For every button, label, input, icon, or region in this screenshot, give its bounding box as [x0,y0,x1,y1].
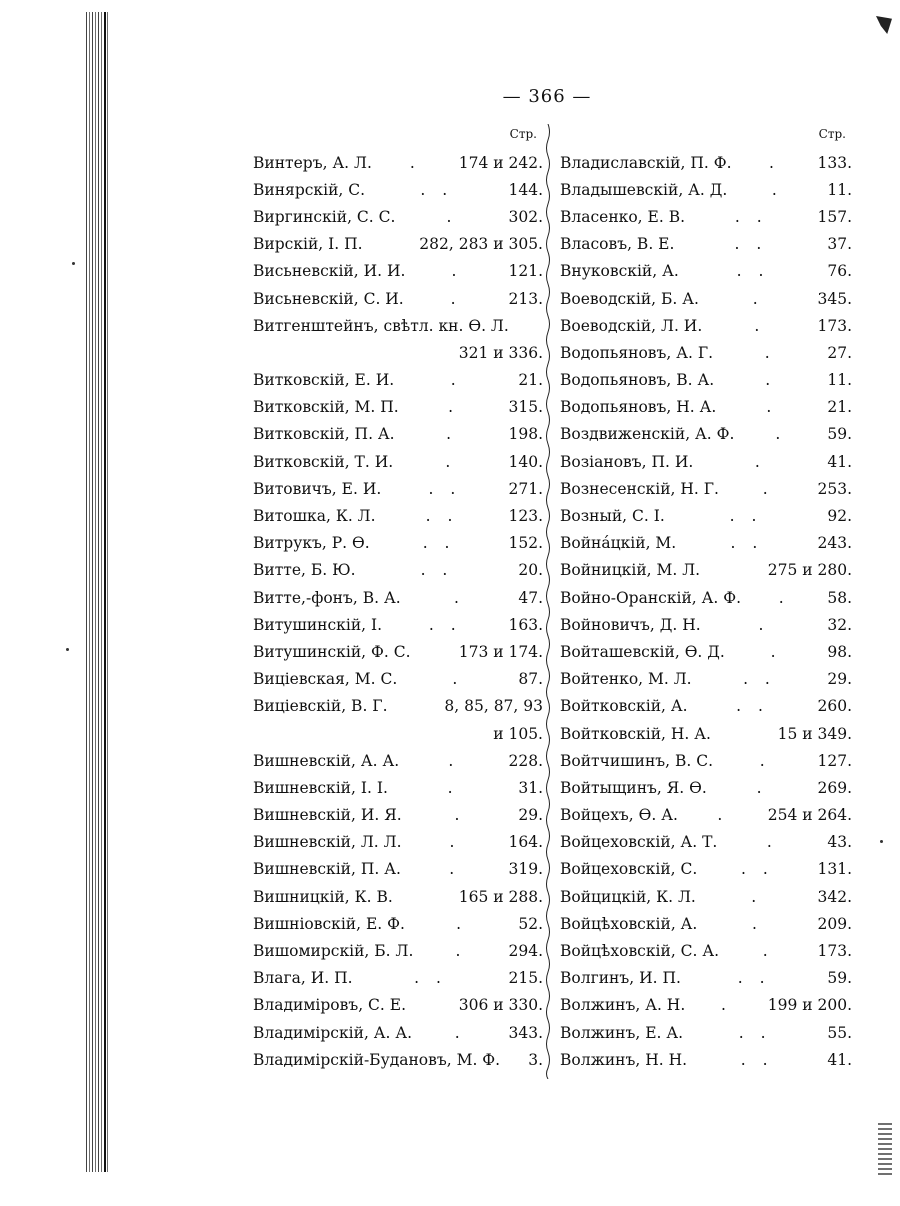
entry-page-refs: 20. [518,561,543,580]
index-entry [253,421,543,448]
index-entry [253,530,543,557]
entry-leader-dots: . . [737,969,771,988]
entry-page-refs: 37. [827,235,852,254]
entry-name: Волжинъ, А. Н. [560,996,686,1015]
entry-page-refs: 21. [827,398,852,417]
entry-page-refs: 41. [827,1050,852,1069]
entry-name: Вишневскій, І. І. [253,778,388,797]
entry-leader-dots: . [450,289,462,308]
entry-page-refs: 342. [817,887,852,906]
entry-leader-dots: . [751,914,763,933]
index-entry [560,394,852,421]
index-entry [560,448,852,475]
entry-page-refs: 306 и 330. [458,996,543,1015]
entry-page-refs: 58. [827,588,852,607]
entry-page-refs: 32. [827,615,852,634]
entry-page-refs: 213. [508,289,543,308]
entry-page-refs: 144. [508,180,543,199]
entry-leader-dots: . [445,452,457,471]
entry-leader-dots: . [456,914,468,933]
entry-leader-dots: . [452,670,464,689]
index-entry [560,937,852,964]
entry-name: Вишницкій, К. В. [253,887,393,906]
entry-page-refs: 254 и 264. [767,806,852,825]
index-entry [560,883,852,910]
entry-name: Владышевскій, А. Д. [560,180,728,199]
entry-leader-dots: . . [740,1050,774,1069]
entry-name: Войцѣховскій, А. [560,914,698,933]
entry-name: Волжинъ, Е. А. [560,1023,684,1042]
index-entry [253,339,543,366]
index-entry [560,339,852,366]
entry-page-refs: 199 и 200. [767,996,852,1015]
entry-name: Витковскій, Т. И. [253,452,394,471]
entry-page-refs: 173. [817,316,852,335]
entry-page-refs: 173 и 174. [458,642,543,661]
entry-page-refs: 3. [528,1050,543,1069]
entry-name: Витошка, К. Л. [253,507,376,526]
entry-page-refs: 163. [508,615,543,634]
entry-name: Владимірскій-Будановъ, М. Ф. [253,1050,501,1069]
index-entry [253,1046,543,1073]
entry-leader-dots: . [449,860,461,879]
entry-leader-dots: . [455,942,467,961]
entry-leader-dots: . [721,996,732,1015]
index-entry [560,611,852,638]
index-entry [560,693,852,720]
page-number: — 366 — [502,86,592,107]
index-entry [253,747,543,774]
entry-name: Витте, Б. Ю. [253,561,356,580]
index-entry [253,965,543,992]
entry-name: Висьневскій, И. И. [253,262,406,281]
entry-leader-dots: . [454,806,466,825]
entry-leader-dots: . [762,942,774,961]
index-entry [560,965,852,992]
index-entry [253,883,543,910]
index-entry [560,312,852,339]
entry-page-refs: 92. [827,507,852,526]
entry-name: Влага, И. П. [253,969,353,988]
entry-name: Возный, С. І. [560,507,665,526]
entry-page-refs: 87. [518,670,543,689]
entry-page-refs: 21. [518,371,543,390]
entry-leader-dots: . [448,751,460,770]
entry-page-refs: 164. [508,833,543,852]
entry-leader-dots: . [447,778,459,797]
entry-name: Витрукъ, Р. Ѳ. [253,534,370,553]
index-entry [560,176,852,203]
entry-name: Виціевская, М. С. [253,670,398,689]
entry-name: Войтковскій, Н. А. [560,724,711,743]
entry-leader-dots: . [446,425,457,444]
entry-leader-dots: . [759,751,771,770]
entry-name: Вишневскій, И. Я. [253,806,402,825]
entry-page-refs: 47. [518,588,543,607]
entry-name: Воеводскій, Л. И. [560,316,703,335]
entry-name: Витте,-фонъ, В. А. [253,588,401,607]
index-entry [253,693,543,720]
index-entry [560,231,852,258]
entry-list [560,149,852,1073]
entry-leader-dots: . [762,479,774,498]
index-entry [253,367,543,394]
entry-name: Войцѣховскій, С. А. [560,942,720,961]
scan-speck [66,648,69,651]
index-entry [253,829,543,856]
index-entry [253,910,543,937]
index-entry [560,1019,852,1046]
index-entry [560,992,852,1019]
entry-page-refs: 55. [827,1023,852,1042]
entry-leader-dots: . . [428,479,462,498]
entry-page-refs: 98. [827,642,852,661]
entry-page-refs: 282, 283 и 305. [419,235,543,254]
entry-leader-dots: . . [414,969,447,988]
entry-leader-dots: . [754,316,766,335]
entry-leader-dots: . [409,153,421,172]
entry-page-refs: 31. [518,778,543,797]
index-entry [560,1046,852,1073]
index-entry [560,475,852,502]
index-entry [253,992,543,1019]
entry-page-refs: 131. [817,860,852,879]
entry-name: Витгенштейнъ, свѣтл. кн. Ѳ. Л. [253,316,509,335]
entry-page-refs: 243. [817,534,852,553]
entry-page-refs: 140. [508,452,543,471]
entry-page-refs: 29. [518,806,543,825]
index-entry [253,638,543,665]
index-entry [560,203,852,230]
entry-page-refs: 27. [827,343,852,362]
index-entry [253,502,543,529]
index-entry [253,1019,543,1046]
entry-name: Водопьяновъ, В. А. [560,371,715,390]
entry-name: Вирскій, І. П. [253,235,363,254]
entry-name: Войцеховскій, А. Т. [560,833,718,852]
entry-leader-dots: . . [734,235,768,254]
index-entry [253,149,543,176]
entry-leader-dots: . [449,833,461,852]
entry-leader-dots: . [446,207,458,226]
index-entry [560,802,852,829]
index-entry [560,557,852,584]
entry-page-refs: 123. [508,507,543,526]
scan-speck [72,262,75,265]
entry-leader-dots: . [766,833,778,852]
entry-name: Вознесенскій, Н. Г. [560,479,719,498]
entry-list [253,149,543,1073]
index-entry [253,584,543,611]
entry-name: Виргинскій, С. С. [253,207,396,226]
index-entry [253,720,543,747]
entry-page-refs: 41. [827,452,852,471]
index-entry [560,285,852,312]
entry-page-refs: 269. [817,778,852,797]
entry-name: Винярскій, С. [253,180,366,199]
entry-leader-dots: . . [738,1023,772,1042]
scan-edge-noise [878,1120,892,1175]
entry-page-refs: 127. [817,751,852,770]
entry-page-refs: 173. [817,942,852,961]
index-entry [253,557,543,584]
entry-page-refs: 133. [817,153,852,172]
entry-name: Власенко, Е. В. [560,207,686,226]
index-entry [253,285,543,312]
index-entry [253,856,543,883]
index-entry [560,367,852,394]
entry-name: Войтковскій, А. [560,697,688,716]
entry-leader-dots: . [778,588,790,607]
entry-leader-dots: . . [422,534,456,553]
entry-page-refs: 345. [817,289,852,308]
entry-leader-dots: . . [736,697,769,716]
entry-page-refs: 319. [508,860,543,879]
entry-leader-dots: . [771,180,783,199]
index-entry [560,774,852,801]
entry-page-refs: 121. [508,262,543,281]
entry-name: Водопьяновъ, А. Г. [560,343,714,362]
entry-leader-dots: . [758,615,770,634]
index-entry [560,502,852,529]
entry-name: Владиміровъ, С. Е. [253,996,407,1015]
entry-leader-dots: . . [734,207,768,226]
entry-leader-dots: . . [730,534,764,553]
entry-page-refs: 52. [518,914,543,933]
entry-name: Власовъ, В. Е. [560,235,675,254]
entry-name: Войтенко, М. Л. [560,670,692,689]
entry-leader-dots: . . [428,615,462,634]
entry-page-refs: 59. [827,969,852,988]
index-entry [560,421,852,448]
entry-name: Войцехъ, Ѳ. А. [560,806,678,825]
entry-name: Волжинъ, Н. Н. [560,1050,688,1069]
index-entry [560,829,852,856]
index-entry [560,638,852,665]
index-entry [560,910,852,937]
entry-name: Висьневскій, С. И. [253,289,404,308]
index-column-right [560,127,852,1073]
entry-page-refs: 271. [508,479,543,498]
entry-page-refs: 11. [827,180,852,199]
entry-leader-dots: . [751,887,763,906]
entry-name: Войцицкій, К. Л. [560,887,696,906]
entry-name: Витковскій, М. П. [253,398,399,417]
entry-page-refs: 8, 85, 87, 93 [444,697,543,716]
scan-speck [880,840,883,843]
entry-name: Войтыщинъ, Я. Ѳ. [560,778,707,797]
entry-name: Возіановъ, П. И. [560,452,694,471]
index-entry [253,231,543,258]
entry-name: Виціевскій, В. Г. [253,697,388,716]
entry-page-refs: 29. [827,670,852,689]
entry-leader-dots: . [717,806,729,825]
entry-page-refs: 15 и 349. [777,724,852,743]
index-entry [253,611,543,638]
entry-leader-dots: . [448,398,460,417]
binding-line [104,12,106,1172]
entry-leader-dots: . [454,588,465,607]
entry-leader-dots: . . [729,507,763,526]
entry-page-refs: 165 и 288. [458,887,543,906]
entry-page-refs: 228. [508,751,543,770]
entry-leader-dots: . [450,371,462,390]
entry-leader-dots: . [770,642,782,661]
entry-page-refs: 174 и 242. [458,153,543,172]
index-entry [560,149,852,176]
entry-page-refs: 198. [508,425,543,444]
entry-name: Внуковскій, А. [560,262,679,281]
index-entry [253,666,543,693]
entry-name: Владимірскій, А. А. [253,1023,413,1042]
entry-name: Винтеръ, А. Л. [253,153,372,172]
index-entry [560,856,852,883]
entry-name: Витушинскій, І. [253,615,383,634]
entry-page-refs: 157. [817,207,852,226]
entry-page-refs: 152. [508,534,543,553]
entry-name: Волгинъ, И. П. [560,969,681,988]
entry-leader-dots: . [765,371,777,390]
entry-name: Войцеховскій, С. [560,860,698,879]
entry-name: Воеводскій, Б. А. [560,289,699,308]
index-entry [253,176,543,203]
entry-leader-dots: . [754,452,766,471]
entry-leader-dots: . . [420,180,454,199]
entry-page-refs: 260. [817,697,852,716]
entry-leader-dots: . [764,343,776,362]
entry-leader-dots: . [769,153,780,172]
entry-name: Воздвиженскій, А. Ф. [560,425,735,444]
index-column-left [253,127,543,1073]
entry-name: Война́цкій, М. [560,534,677,553]
entry-name: Вишневскій, Л. Л. [253,833,402,852]
entry-name: Витковскій, Е. И. [253,371,395,390]
entry-name: Войно-Оранскій, А. Ф. [560,588,742,607]
index-entry [253,475,543,502]
index-entry [253,937,543,964]
index-entry [560,258,852,285]
entry-name: Войницкій, М. Л. [560,561,701,580]
entry-name: Вишневскій, П. А. [253,860,401,879]
entry-leader-dots: . [451,262,463,281]
index-entry [253,258,543,285]
page-column-header: Стр. [818,127,846,141]
entry-page-refs: 302. [508,207,543,226]
entry-leader-dots: . [454,1023,466,1042]
index-entry [560,747,852,774]
entry-leader-dots: . [752,289,764,308]
entry-name: Вишневскій, А. А. [253,751,400,770]
entry-name: Витковскій, П. А. [253,425,395,444]
index-entry [253,394,543,421]
entry-page-refs: 59. [827,425,852,444]
entry-page-refs: 253. [817,479,852,498]
index-entry [560,666,852,693]
entry-leader-dots: . . [425,507,459,526]
entry-page-refs: 215. [508,969,543,988]
page-column-header: Стр. [509,127,537,141]
entry-name: Витушинскій, Ф. С. [253,642,411,661]
index-entry [560,530,852,557]
entry-page-refs: 321 и 336. [458,343,543,362]
index-entry [253,203,543,230]
entry-name: Вишомирскій, Б. Л. [253,942,414,961]
entry-page-refs: и 105. [493,724,543,743]
column-divider [545,124,551,1079]
entry-page-refs: 294. [508,942,543,961]
index-entry [253,802,543,829]
index-entry [560,720,852,747]
entry-name: Витовичъ, Е. И. [253,479,382,498]
index-entry [560,584,852,611]
entry-name: Водопьяновъ, Н. А. [560,398,717,417]
entry-leader-dots: . . [736,262,770,281]
index-entry [253,448,543,475]
entry-page-refs: 275 и 280. [767,561,852,580]
entry-page-refs: 315. [508,398,543,417]
entry-name: Войтчишинъ, В. С. [560,751,714,770]
entry-page-refs: 209. [817,914,852,933]
index-entry [253,312,543,339]
entry-leader-dots: . [756,778,768,797]
entry-page-refs: 343. [508,1023,543,1042]
entry-page-refs: 11. [827,371,852,390]
entry-page-refs: 76. [827,262,852,281]
entry-leader-dots: . . [741,860,774,879]
entry-leader-dots: . . [420,561,454,580]
entry-name: Войновичъ, Д. Н. [560,615,701,634]
index-entry [253,774,543,801]
entry-page-refs: 43. [827,833,852,852]
entry-leader-dots: . [775,425,787,444]
entry-name: Владиславскій, П. Ф. [560,153,732,172]
scan-corner-mark [876,16,892,34]
entry-leader-dots: . [766,398,778,417]
entry-name: Вишніовскій, Е. Ф. [253,914,405,933]
entry-leader-dots: . . [743,670,776,689]
entry-name: Войташевскій, Ѳ. Д. [560,642,725,661]
